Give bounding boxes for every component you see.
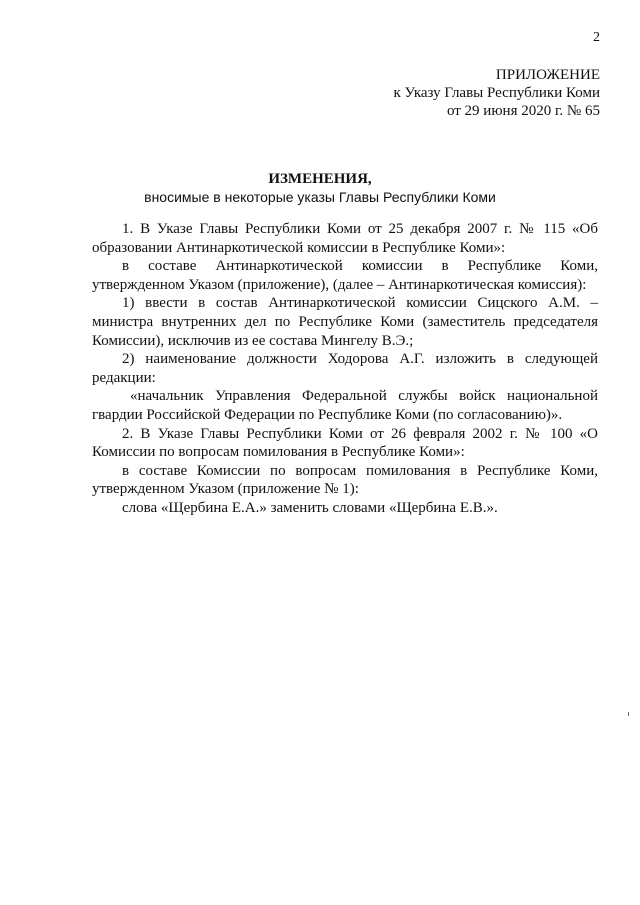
document-body (92, 220, 598, 518)
paragraph-decree-100: 2. В Указе Главы Республики Коми от 26 февраля 2002 г. № 100 «О Комиссии по вопросам помилования в Республике Коми»: (92, 425, 598, 461)
appendix-title: ПРИЛОЖЕНИЕ (495, 67, 600, 83)
paragraph-commission-composition: в составе Антинаркотической комиссии в Республике Коми, утвержденном Указом (приложение), (далее – Антинаркотическая комиссия): (92, 258, 598, 293)
margin-scan-mark (628, 712, 629, 716)
document-heading (0, 170, 640, 206)
document-title: ИЗМЕНЕНИЯ, (268, 171, 372, 187)
paragraph-pardon-commission: в составе Комиссии по вопросам помилования в Республике Коми, утвержденном Указом (приложение № 1): (92, 462, 598, 498)
paragraph-name-replacement: слова «Щербина Е.А.» заменить словами «Щербина Е.В.». (122, 499, 498, 516)
paragraph-decree-115: 1. В Указе Главы Республики Коми от 25 декабря 2007 г. № 115 «Об образовании Антинаркотической комиссии в Республике Коми»: (92, 221, 598, 256)
appendix-decree-reference: к Указу Главы Республики Коми (393, 85, 600, 101)
paragraph-item-1: 1) ввести в состав Антинаркотической комиссии Сицского А.М. – министра внутренних дел по Республике Коми (заместитель председателя Комиссии), исключив из ее состава Мингелу В.Э.; (92, 295, 598, 349)
paragraph-item-2: 2) наименование должности Ходорова А.Г. изложить в следующей редакции: (92, 351, 598, 386)
paragraph-new-position-title: «начальник Управления Федеральной службы войск национальной гвардии Российской Федерации по Республике Коми (по согласованию)». (92, 388, 598, 423)
appendix-block (393, 66, 600, 120)
page-number: 2 (593, 30, 600, 45)
appendix-decree-date: от 29 июня 2020 г. № 65 (446, 103, 600, 119)
document-subtitle: вносимые в некоторые указы Главы Республики Коми (144, 189, 496, 205)
